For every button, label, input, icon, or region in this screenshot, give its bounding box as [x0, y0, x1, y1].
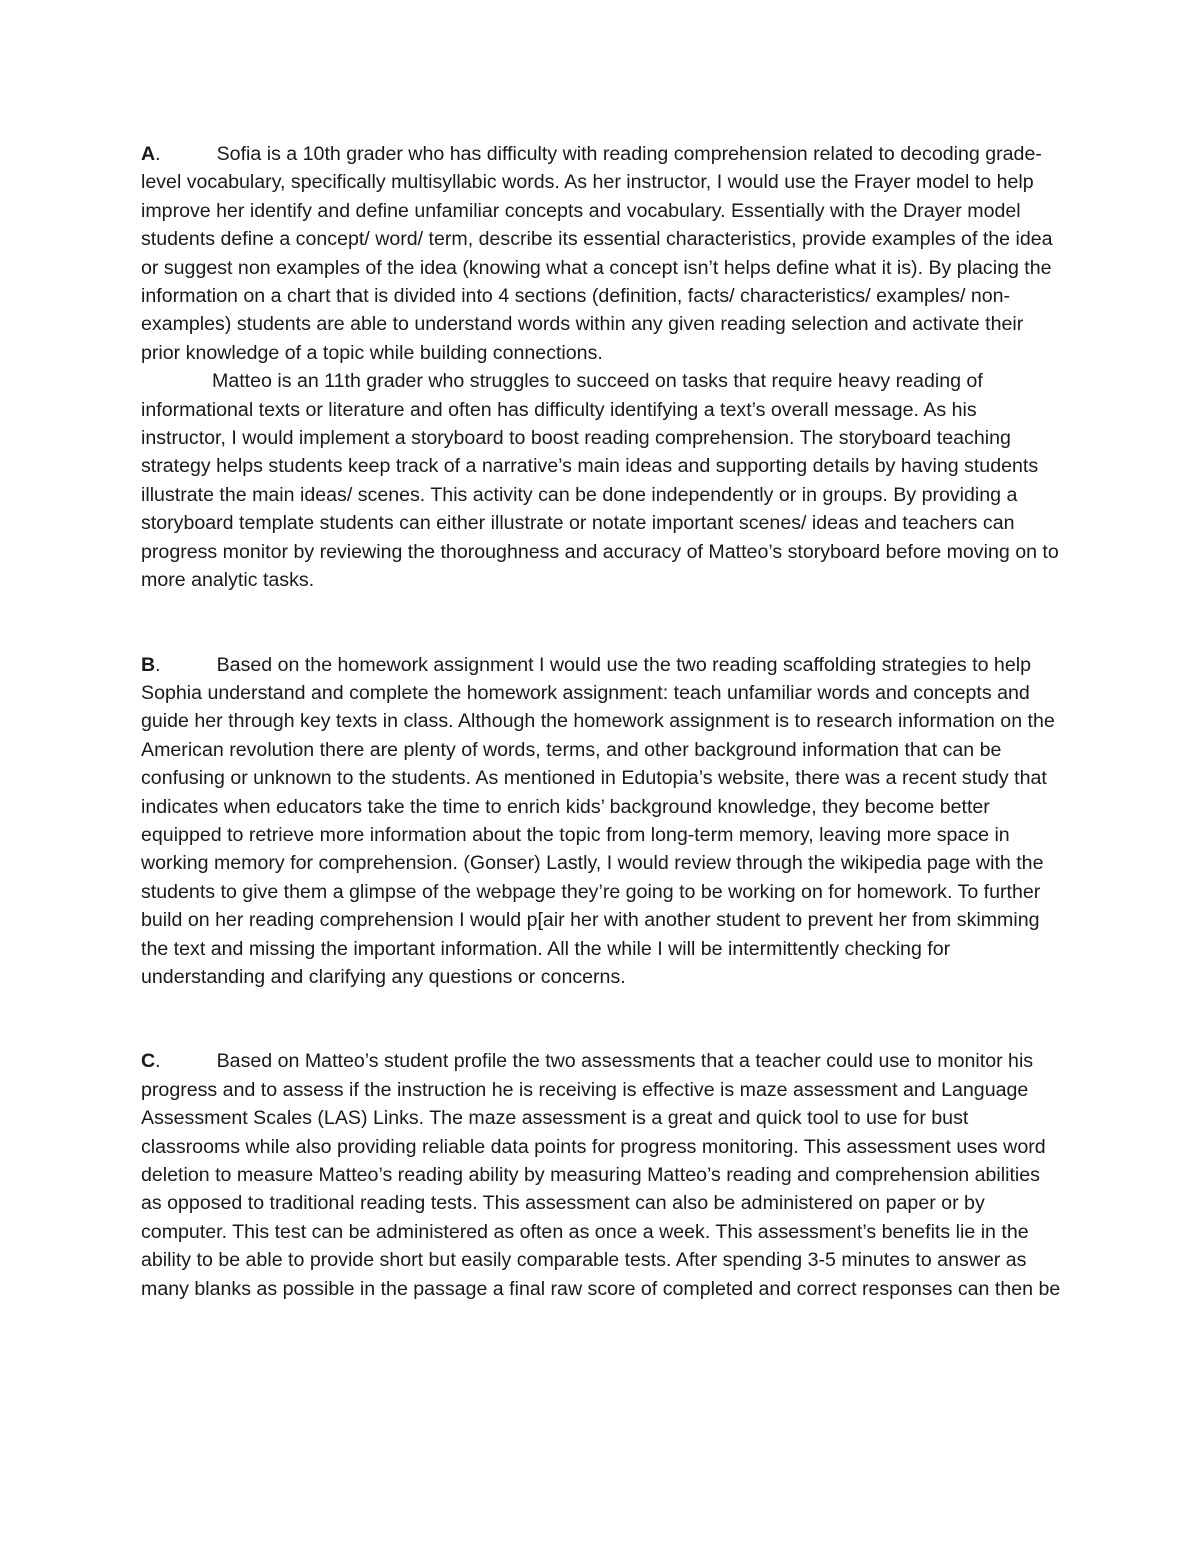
- section-a-paragraph-2: [141, 367, 1061, 594]
- document-page: [141, 140, 1061, 1303]
- section-a-letter: A: [141, 143, 156, 165]
- section-a-paragraph-1: A. Sofia is a 10th grader who has difficulty with reading comprehension related to decoding grade-level vocabulary, specifically multisyllabic words. As her instructor, I would use the Frayer model to help improve her identify and define unfamiliar concepts and vocabulary. Essentially with the Drayer model students define a concept/ word/ term, describe its essential characteristics, provide examples of the idea or suggest non examples of the idea (knowing what a concept isn’t helps define what it is). By placing the information on a chart that is divided into 4 sections (definition, facts/ characteristics/ examples/ non-examples) students are able to understand words within any given reading selection and activate their prior knowledge of a topic while building connections.: [141, 143, 1053, 364]
- section-a: [141, 140, 1061, 595]
- section-b-text-1: Based on the homework assignment I would use the two reading scaffolding strategies to help Sophia understand and complete the homework assignment: teach unfamiliar words and concepts and guide her through key texts in class. Although the homework assignment is to research information on the American revolution there are plenty of words, terms, and other background information that can be confusing or unknown to the students. As mentioned in Edutopia’s website, there was a recent study that indicates when educators take the time to enrich kids’ background knowledge, they become better equipped to retrieve more information about the topic from long-term memory, leaving more space in working memory for comprehension. (Gonser) Lastly, I would review through the wikipedia page with the students to give them a glimpse of the webpage they’re going to be working on for homework. To further build on her reading comprehension I would p[air her with another student to prevent her from skimming the text and missing the important information. All the while I will be intermittently checking for understanding and clarifying any questions or concerns.: [141, 653, 1055, 988]
- section-c-text-1: Based on Matteo’s student profile the two assessments that a teacher could use to monitor his progress and to assess if the instruction he is receiving is effective is maze assessment and Language Assessment Scales (LAS) Links. The maze assessment is a great and quick tool to use for bust classrooms while also providing reliable data points for progress monitoring. This assessment uses word deletion to measure Matteo’s reading ability by measuring Matteo’s reading and comprehension abilities as opposed to traditional reading tests. This assessment can also be administered on paper or by computer. This test can be administered as often as once a week. This assessment’s benefits lie in the ability to be able to provide short but easily comparable tests. After spending 3-5 minutes to answer as many blanks as possible in the passage a final raw score of completed and correct responses can then be: [141, 1050, 1061, 1300]
- section-a-text-1: Sofia is a 10th grader who has difficulty with reading comprehension related to decoding grade-level vocabulary, specifically multisyllabic words. As her instructor, I would use the Frayer model to help improve her identify and define unfamiliar concepts and vocabulary. Essentially with the Drayer model students define a concept/ word/ term, describe its essential characteristics, provide examples of the idea or suggest non examples of the idea (knowing what a concept isn’t helps define what it is). By placing the information on a chart that is divided into 4 sections (definition, facts/ characteristics/ examples/ non-examples) students are able to understand words within any given reading selection and activate their prior knowledge of a topic while building connections.: [141, 143, 1053, 364]
- section-c-paragraph-1: C. Based on Matteo’s student profile the two assessments that a teacher could use to monitor his progress and to assess if the instruction he is receiving is effective is maze assessment and Language Assessment Scales (LAS) Links. The maze assessment is a great and quick tool to use for bust classrooms while also providing reliable data points for progress monitoring. This assessment uses word deletion to measure Matteo’s reading ability by measuring Matteo’s reading and comprehension abilities as opposed to traditional reading tests. This assessment can also be administered on paper or by computer. This test can be administered as often as once a week. This assessment’s benefits lie in the ability to be able to provide short but easily comparable tests. After spending 3-5 minutes to answer as many blanks as possible in the passage a final raw score of completed and correct responses can then be: [141, 1050, 1061, 1300]
- section-c-letter: C: [141, 1050, 156, 1073]
- section-b-paragraph-1: B. Based on the homework assignment I would use the two reading scaffolding strategies to help Sophia understand and complete the homework assignment: teach unfamiliar words and concepts and guide her through key texts in class. Although the homework assignment is to research information on the American revolution there are plenty of words, terms, and other background information that can be confusing or unknown to the students. As mentioned in Edutopia’s website, there was a recent study that indicates when educators take the time to enrich kids’ background knowledge, they become better equipped to retrieve more information about the topic from long-term memory, leaving more space in working memory for comprehension. (Gonser) Lastly, I would review through the wikipedia page with the students to give them a glimpse of the webpage they’re going to be working on for homework. To further build on her reading comprehension I would p[air her with another student to prevent her from skimming the text and missing the important information. All the while I will be intermittently checking for understanding and clarifying any questions or concerns.: [141, 653, 1055, 988]
- section-b-letter: B: [141, 653, 156, 676]
- section-c: [141, 1047, 1061, 1303]
- section-b: [141, 651, 1061, 992]
- section-a-text-2: Matteo is an 11th grader who struggles to succeed on tasks that require heavy reading of informational texts or literature and often has difficulty identifying a text’s overall message. As his instructor, I would implement a storyboard to boost reading comprehension. The storyboard teaching strategy helps students keep track of a narrative’s main ideas and supporting details by having students illustrate the main ideas/ scenes. This activity can be done independently or in groups. By providing a storyboard template students can either illustrate or notate important scenes/ ideas and teachers can progress monitor by reviewing the thoroughness and accuracy of Matteo’s storyboard before moving on to more analytic tasks.: [141, 370, 1059, 592]
